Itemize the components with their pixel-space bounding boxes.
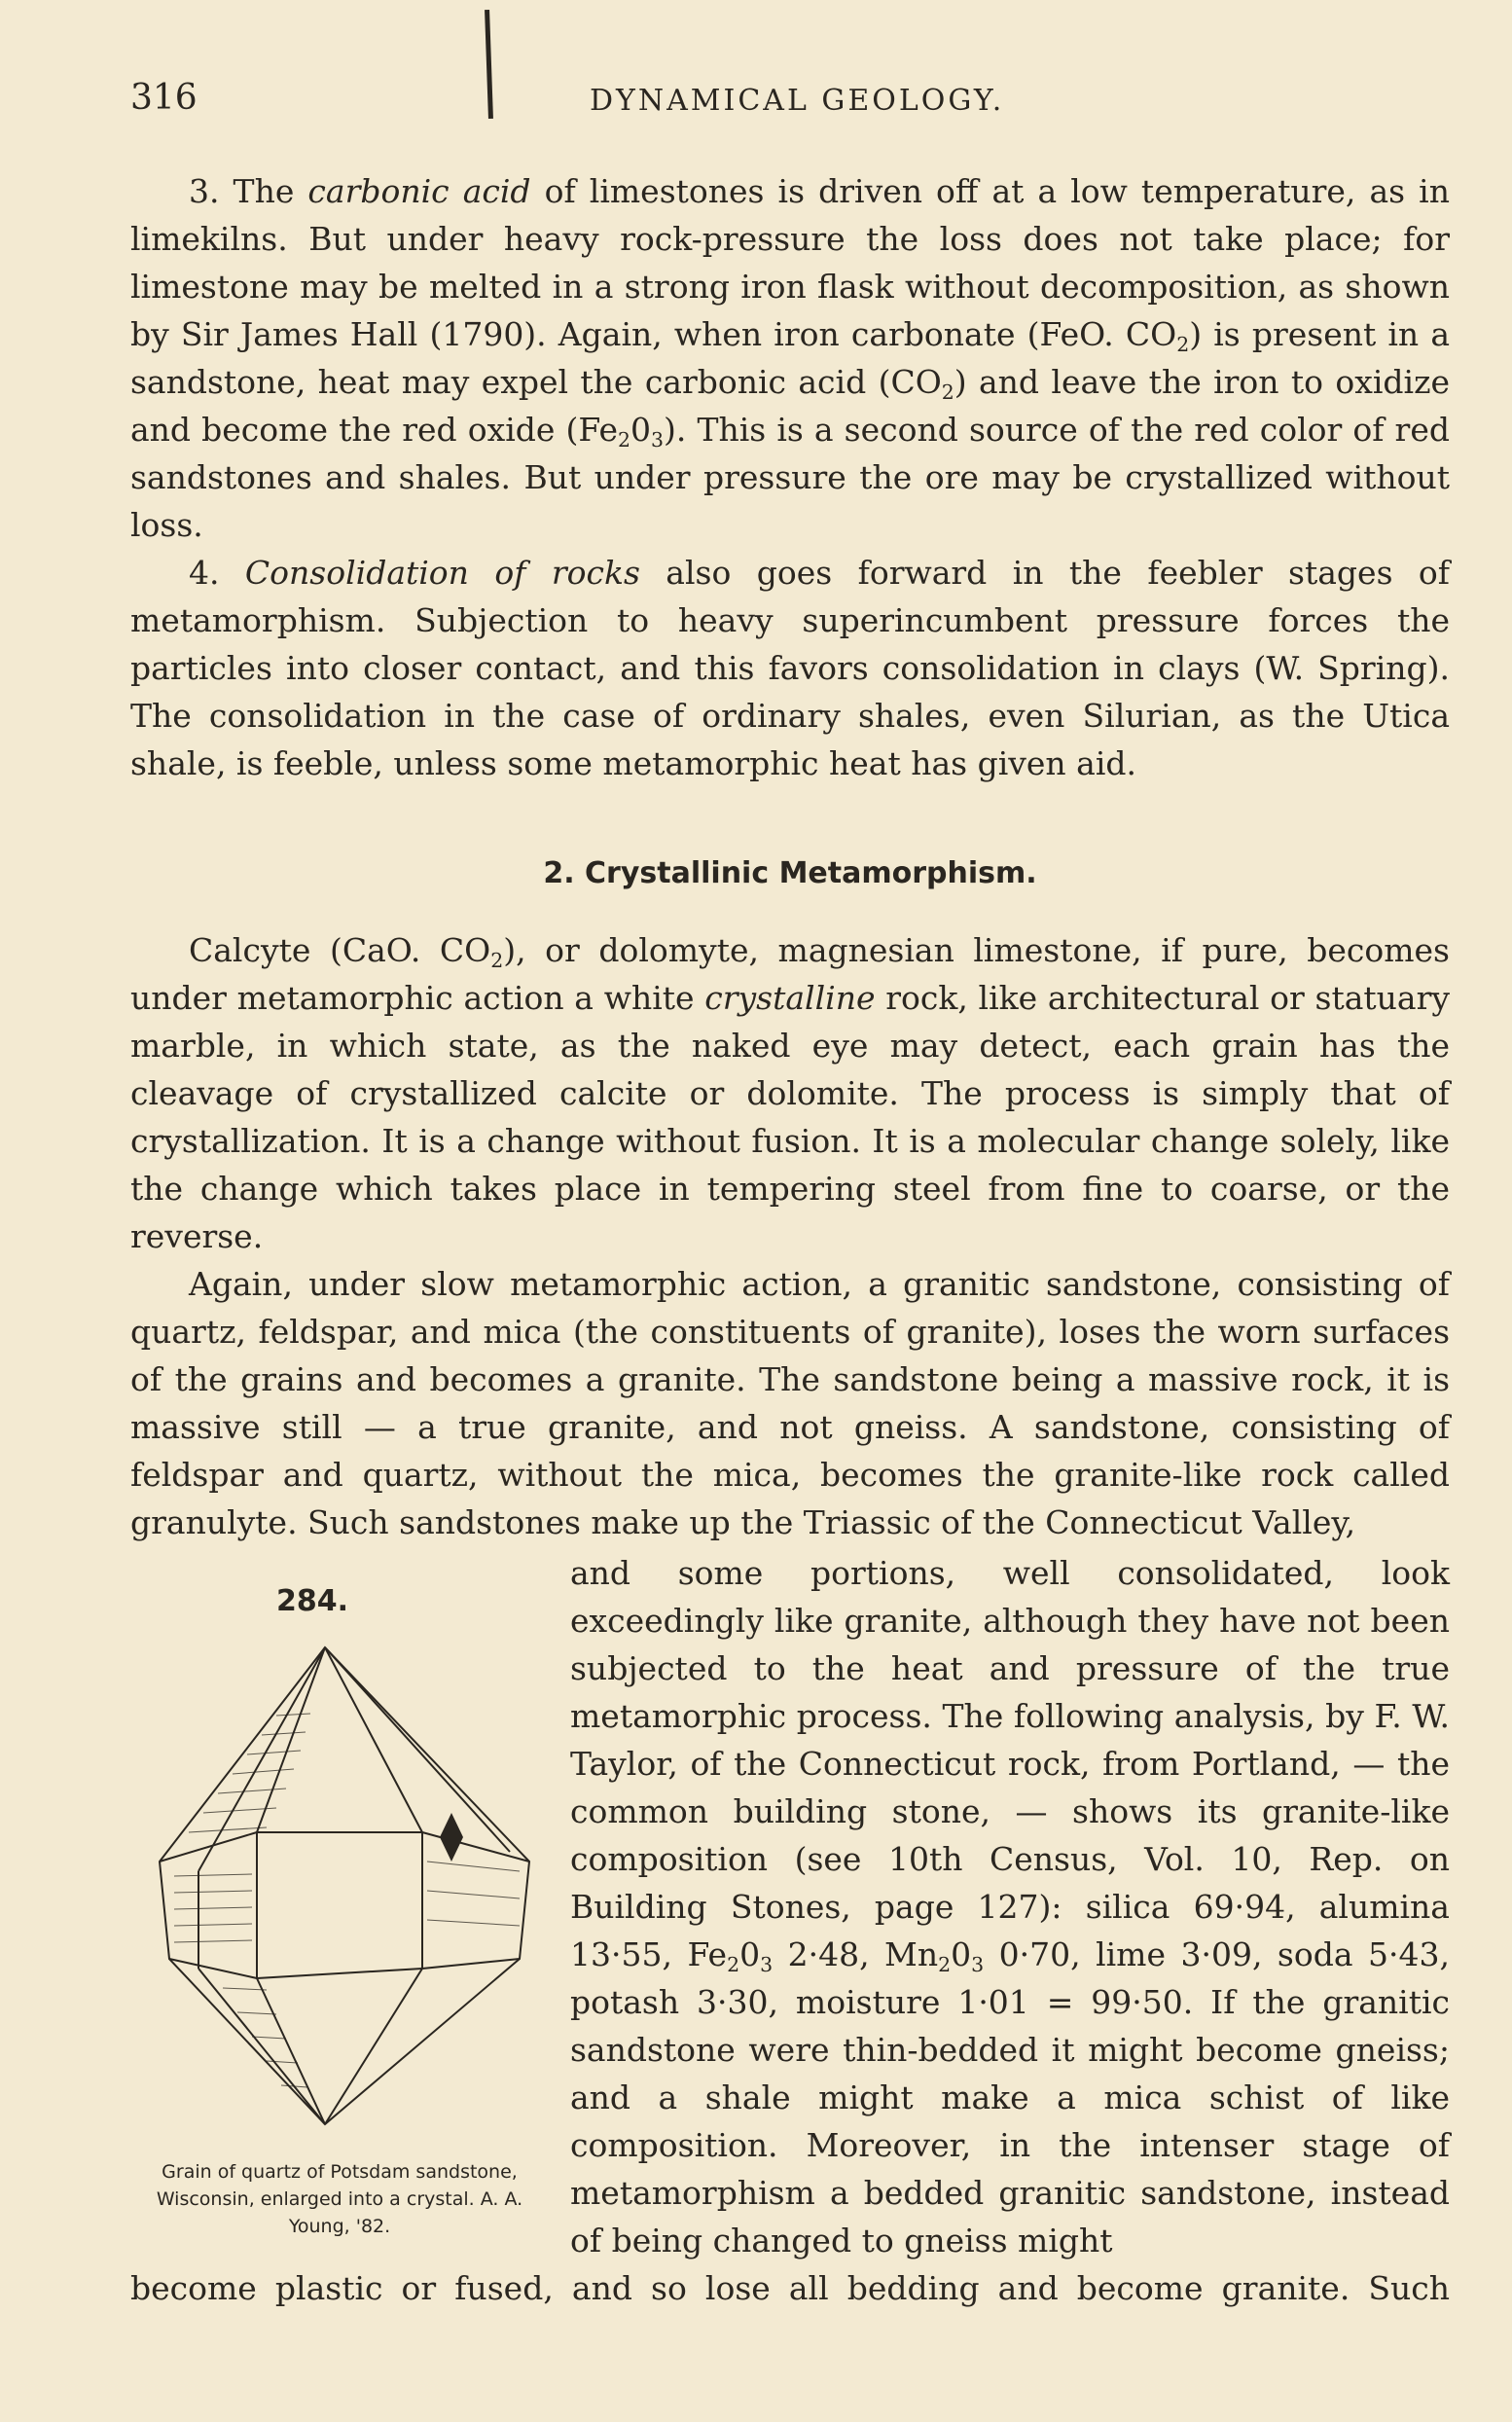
page-number: 316 <box>130 78 198 118</box>
header-title: DYNAMICAL GEOLOGY. <box>590 84 1005 118</box>
figure-caption: Grain of quartz of Potsdam sandstone, Wisconsin, enlarged into a crystal. A. A. Young, '82. <box>156 2161 523 2237</box>
paragraph-carbonic-acid: 3. The carbonic acid of limestones is driven off at a low temperature, as in limekilns. But under heavy rock-pressure the loss does not take place; for limestone may be melted in a strong iron flask without decomposition, as shown by Sir James Hall (1790). Again, when iron carbonate (FeO. $CO_2$) is present in a sandstone, heat may expel the carbonic acid $(CO_2)$ and leave the iron to oxidize and become the red oxide $(Fe_20_3)$. This is a second source of the red color of red sandstones and shales. But under pressure the ore may be crystallized without loss. <box>130 172 1450 544</box>
paragraph-final-line: become plastic or fused, and so lose all bedding and become granite. Such <box>130 2269 1450 2307</box>
paragraph-calcyte: Calcyte (CaO. $CO_2$), or dolomyte, magnesian limestone, if pure, becomes under metamorphic action a white crystalline rock, like architectural or statuary marble, in which state, as the naked eye may detect, each grain has the cleavage of crystallized calcite or dolomite. The process is simply that of crystallization. It is a change without fusion. It is a molecular change solely, like the change which takes place in tempering steel from fine to coarse, or the reverse. <box>130 931 1450 1255</box>
figure-number: 284. <box>276 1584 349 1618</box>
text-block-middle <box>130 926 1450 1546</box>
text-column-beside-figure <box>570 1549 1450 2264</box>
paragraph-granitic-sandstone: Again, under slow metamorphic action, a granitic sandstone, consisting of quartz, feldspar, and mica (the constituents of granite), loses the worn surfaces of the grains and becomes a granite. The sandstone being a massive rock, it is massive still — a true granite, and not gneiss. A sandstone, consisting of feldspar and quartz, without the mica, becomes the granite-like rock called granulyte. Such sandstones make up the Triassic of the Connecticut Valley, <box>130 1265 1450 1541</box>
text-block-upper <box>130 167 1450 787</box>
figure-284 <box>130 1584 549 2246</box>
quartz-crystal-drawing <box>130 1638 549 2144</box>
running-head <box>130 78 1454 117</box>
paragraph-continued: and some portions, well consolidated, look exceedingly like granite, although they have not been subjected to the heat and pressure of the true metamorphic process. The following analysis, by F. W. Taylor, of the Connecticut rock, from Portland, — the common building stone, — shows its granite-like composition (see 10th Census, Vol. 10, Rep. on Building Stones, page 127): silica 69·94, alumina 13·55, $Fe_20_3$ 2·48, $Mn_20_3$ 0·70, lime 3·09, soda 5·43, potash 3·30, moisture 1·01 = 99·50. If the granitic sandstone were thin-bedded it might become gneiss; and a shale might make a mica schist of like composition. Moreover, in the intenser stage of metamorphism a bedded granitic sandstone, instead of being changed to gneiss might <box>570 1554 1450 2259</box>
paragraph-consolidation: 4. Consolidation of rocks also goes forward in the feebler stages of metamorphism. Subjection to heavy superincumbent pressure forces the particles into closer contact, and this favors consolidation in clays (W. Spring). The consolidation in the case of ordinary shales, even Silurian, as the Utica shale, is feeble, unless some metamorphic heat has given aid. <box>130 554 1450 782</box>
section-heading: 2. Crystallinic Metamorphism. <box>543 856 1037 890</box>
